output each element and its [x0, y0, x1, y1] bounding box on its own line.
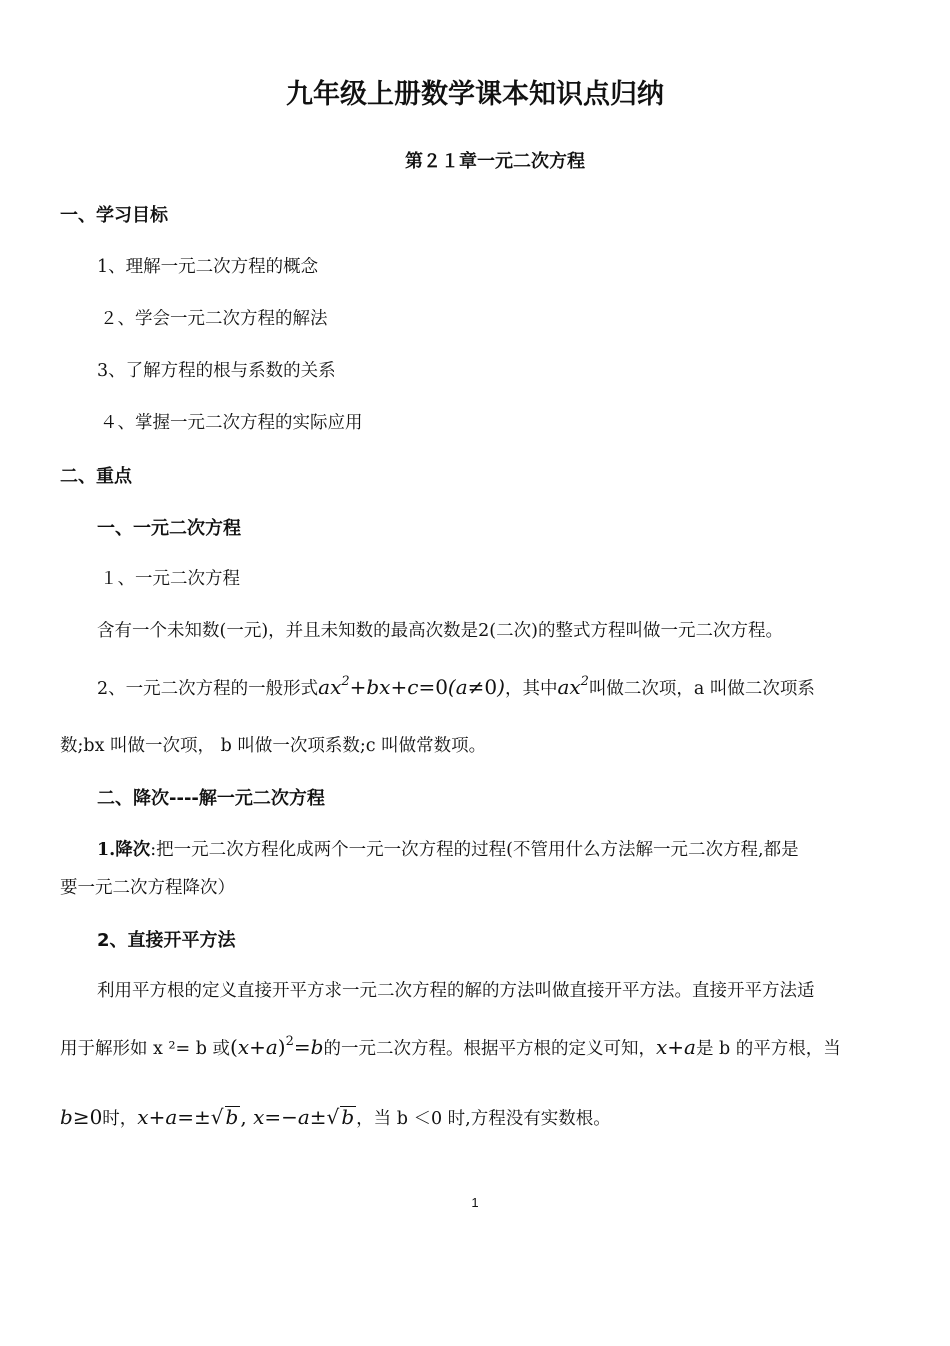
direct-text-a: 用于解形如 x ²= b 或	[60, 1039, 231, 1059]
goal-item: 3、了解方程的根与系数的关系	[97, 361, 336, 381]
direct-text-d: 时，	[102, 1109, 138, 1129]
definition-paragraph: 含有一个未知数(一元)，并且未知数的最高次数是2(二次)的整式方程叫做一元二次方程。	[97, 621, 783, 641]
formula-roots: x+a=±√ b , x=−a±√ b	[137, 1105, 355, 1129]
subsection-item: １、一元二次方程	[100, 569, 240, 589]
direct-text-e: ，当 b ＜0 时,方程没有实数根。	[356, 1109, 611, 1129]
section-heading-key-points: 二、重点	[60, 466, 132, 487]
subsection-heading: 一、一元二次方程	[97, 518, 241, 539]
direct-method-line2	[60, 1034, 841, 1060]
general-form-prefix: 2、一元二次方程的一般形式	[97, 679, 319, 699]
general-form-line	[97, 674, 815, 700]
reduction-paragraph	[97, 836, 799, 861]
goal-item: ４、掌握一元二次方程的实际应用	[100, 413, 363, 433]
page-title: 九年级上册数学课本知识点归纳	[286, 79, 664, 110]
subsection-heading: 二、降次----解一元二次方程	[97, 788, 325, 809]
chapter-heading: 第２１章一元二次方程	[405, 151, 585, 172]
direct-method-line3	[60, 1105, 611, 1130]
formula-squared: $(x+a)^2=b$	[230, 1034, 324, 1059]
page-number: 1	[471, 1195, 479, 1210]
direct-text-c: 是 b 的平方根，当	[695, 1039, 841, 1059]
reduction-text: :把一元二次方程化成两个一元一次方程的过程(不管用什么方法解一元二次方程,都是	[150, 840, 799, 860]
reduction-label: 1.降次	[97, 840, 151, 860]
reduction-continuation: 要一元二次方程降次）	[60, 878, 235, 898]
formula-b-nonnegative: b≥0	[60, 1105, 103, 1129]
goal-item: ２、学会一元二次方程的解法	[100, 309, 328, 329]
general-form-formula: $ax^2+bx+c=0(a\ne 0)$	[318, 674, 505, 699]
general-form-mid: ，其中	[504, 679, 558, 699]
goal-item: 1、理解一元二次方程的概念	[97, 257, 319, 277]
general-form-suffix: 叫做二次项，a 叫做二次项系	[588, 679, 815, 699]
direct-text-b: 的一元二次方程。根据平方根的定义可知，	[323, 1039, 656, 1059]
quadratic-term-formula: $ax^2$	[557, 674, 589, 699]
general-form-continuation: 数;bx 叫做一次项， b 叫做一次项系数;c 叫做常数项。	[60, 736, 487, 756]
section-heading-goals: 一、学习目标	[60, 205, 168, 226]
direct-method-paragraph: 利用平方根的定义直接开平方求一元二次方程的解的方法叫做直接开平方法。直接开平方法适	[97, 981, 815, 1001]
subsection-heading: 2、直接开平方法	[97, 930, 236, 951]
formula-x-plus-a: x+a	[655, 1035, 696, 1059]
